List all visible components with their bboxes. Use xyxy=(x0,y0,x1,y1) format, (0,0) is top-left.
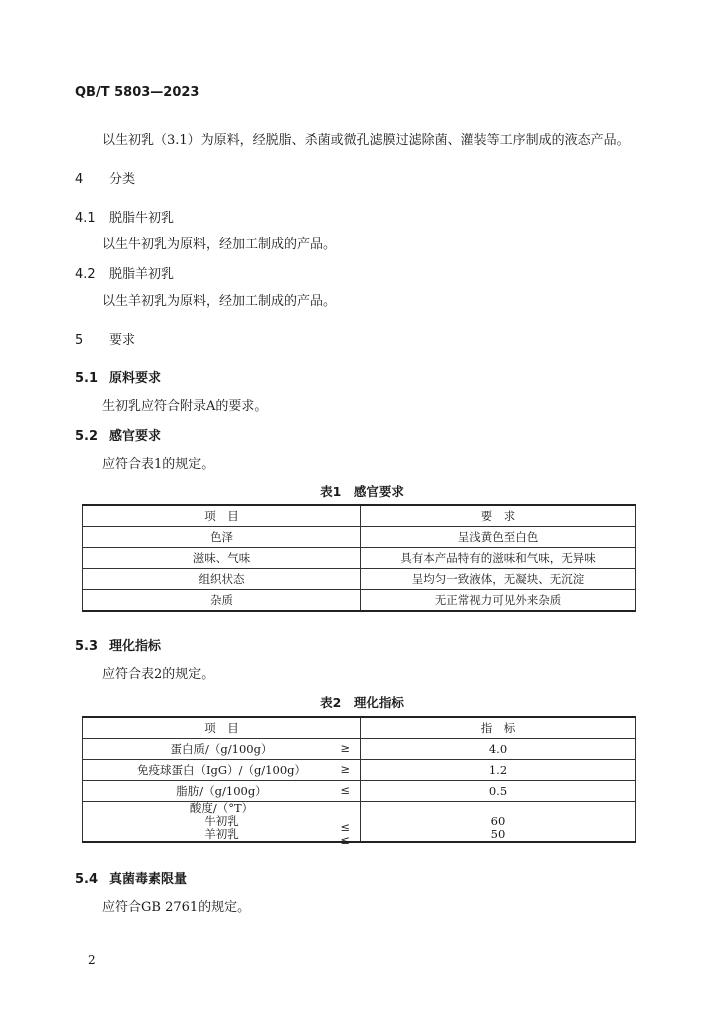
table-row xyxy=(83,590,636,612)
table-cell: 1.2 xyxy=(361,760,636,781)
table-cell xyxy=(83,801,361,847)
item-label: 免疫球蛋白（IgG）/（g/100g） xyxy=(136,763,306,777)
section-4-2-text: 以生羊初乳为原料，经加工制成的产品。 xyxy=(102,294,337,309)
acidity-values xyxy=(361,802,635,841)
table-cell: 0.5 xyxy=(361,781,636,802)
item-label: 蛋白质/（g/100g） xyxy=(170,742,273,756)
section-number: 5.3 xyxy=(75,639,99,654)
column-header: 指 标 xyxy=(361,717,636,739)
intro-paragraph: 以生初乳（3.1）为原料，经脱脂、杀菌或微孔滤膜过滤除菌、灌装等工序制成的液态产品。 xyxy=(102,133,630,148)
table-header-row xyxy=(83,717,636,739)
table1-caption: 表1 感官要求 xyxy=(320,484,404,499)
table-row xyxy=(83,548,636,569)
table-cell: 呈浅黄色至白色 xyxy=(361,527,636,548)
table-row xyxy=(83,739,636,760)
section-number: 4.2 xyxy=(75,267,96,282)
section-number: 5.2 xyxy=(75,429,99,444)
section-4-1-text: 以生牛初乳为原料，经加工制成的产品。 xyxy=(102,237,337,252)
table-cell: 4.0 xyxy=(361,739,636,760)
comparison-symbol: ≤ xyxy=(340,783,350,797)
page-number: 2 xyxy=(88,953,96,967)
table-cell: 色泽 xyxy=(83,527,361,548)
section-title: 要求 xyxy=(109,333,136,348)
section-5-2-text: 应符合表1的规定。 xyxy=(102,457,215,472)
section-5-heading xyxy=(75,329,135,348)
item-label: 脂肪/（g/100g） xyxy=(176,784,267,798)
section-title: 原料要求 xyxy=(109,371,162,386)
section-5-1-heading xyxy=(75,367,161,386)
acidity-symbols xyxy=(340,808,350,847)
physicochemical-table xyxy=(82,716,636,847)
section-5-3-heading xyxy=(75,635,161,654)
section-number: 5.4 xyxy=(75,872,99,887)
section-5-4-heading xyxy=(75,868,187,887)
comparison-symbol: ≤ xyxy=(340,820,350,834)
column-header: 项 目 xyxy=(83,505,361,527)
table-header-row xyxy=(83,505,636,527)
value: 60 xyxy=(490,814,506,828)
section-5-3-text: 应符合表2的规定。 xyxy=(102,667,215,682)
item-sublabel: 牛初乳 xyxy=(204,814,239,828)
section-5-2-heading xyxy=(75,425,161,444)
item-sublabel: 羊初乳 xyxy=(204,827,239,841)
section-title: 真菌毒素限量 xyxy=(109,872,188,887)
section-number: 5 xyxy=(75,333,84,348)
section-title: 脱脂羊初乳 xyxy=(109,267,175,282)
section-number: 4 xyxy=(75,172,84,187)
table-row xyxy=(83,569,636,590)
section-title: 分类 xyxy=(109,172,136,187)
table-cell xyxy=(83,760,361,781)
section-5-1-text: 生初乳应符合附录A的要求。 xyxy=(102,399,268,414)
table-row xyxy=(83,802,636,843)
sensory-table xyxy=(82,504,636,612)
section-5-4-text: 应符合GB 2761的规定。 xyxy=(102,900,251,915)
table-cell: 滋味、气味 xyxy=(83,548,361,569)
section-number: 4.1 xyxy=(75,211,96,226)
value: 50 xyxy=(490,827,506,841)
column-header: 项 目 xyxy=(83,717,361,739)
section-title: 感官要求 xyxy=(109,429,162,444)
table-cell: 无正常视力可见外来杂质 xyxy=(361,590,636,612)
comparison-symbol: ≤ xyxy=(340,833,350,847)
table-row xyxy=(83,527,636,548)
section-4-1-heading xyxy=(75,207,174,226)
section-title: 脱脂牛初乳 xyxy=(109,211,175,226)
table2-caption: 表2 理化指标 xyxy=(320,695,404,710)
section-title: 理化指标 xyxy=(109,639,162,654)
table-cell xyxy=(361,802,636,843)
table-row xyxy=(83,760,636,781)
comparison-symbol: ≥ xyxy=(340,741,350,755)
table-cell: 呈均匀一致液体，无凝块、无沉淀 xyxy=(361,569,636,590)
table-cell xyxy=(83,781,361,802)
standard-number: QB/T 5803—2023 xyxy=(75,85,200,100)
table-cell: 具有本产品特有的滋味和气味，无异味 xyxy=(361,548,636,569)
column-header: 要 求 xyxy=(361,505,636,527)
acidity-labels xyxy=(83,802,360,841)
item-label: 酸度/（°T） xyxy=(189,801,254,815)
section-4-heading xyxy=(75,168,135,187)
table-row xyxy=(83,781,636,802)
section-4-2-heading xyxy=(75,263,174,282)
table-cell: 杂质 xyxy=(83,590,361,612)
section-number: 5.1 xyxy=(75,371,99,386)
comparison-symbol: ≥ xyxy=(340,762,350,776)
table-cell: 组织状态 xyxy=(83,569,361,590)
table-cell xyxy=(83,739,361,760)
